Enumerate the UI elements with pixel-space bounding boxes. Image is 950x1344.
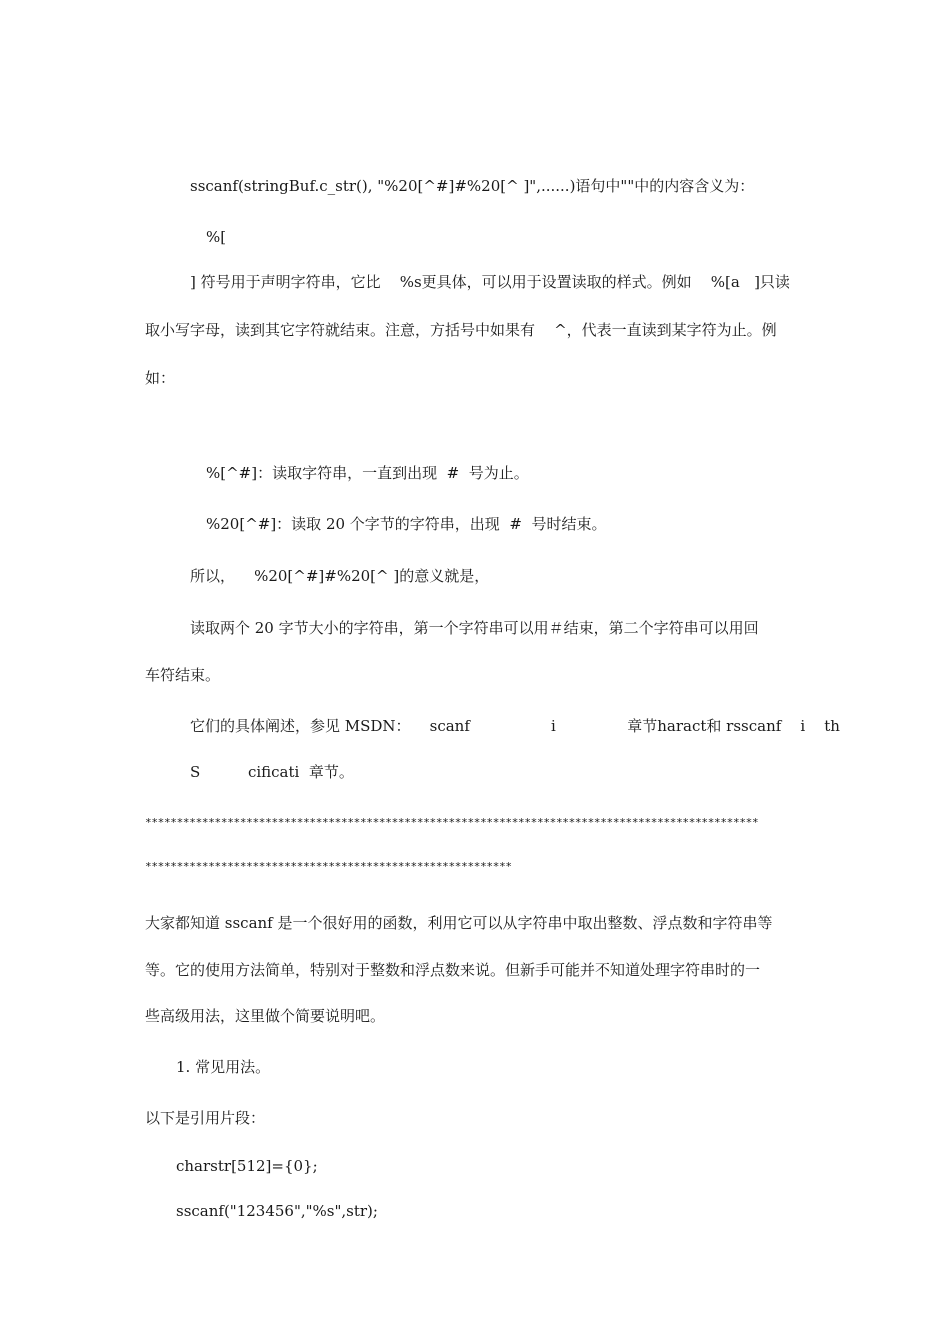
paragraph-line: %20[^#]：读取 20 个字节的字符串，出现 # 号时结束。 — [206, 515, 607, 533]
paragraph-line: 大家都知道 sscanf 是一个很好用的函数，利用它可以从字符串中取出整数、浮点数和字符串等 — [145, 914, 773, 932]
paragraph-line: 以下是引用片段： — [145, 1109, 266, 1127]
asterisk-divider: ********************************************************** — [145, 860, 512, 873]
paragraph-line: sscanf(stringBuf.c_str(), "%20[^#]#%20[^ ]",......)语句中""中的内容含义为： — [190, 177, 755, 195]
code-line: sscanf("123456","%s",str); — [176, 1202, 378, 1220]
paragraph-line: 所以， %20[^#]#%20[^ ]的意义就是， — [190, 567, 490, 585]
section-heading: 1. 常见用法。 — [176, 1058, 271, 1076]
paragraph-line: 它们的具体阐述，参见 MSDN： scanf i 章节haract和 rsscanf i th — [190, 717, 840, 735]
paragraph-line: 车符结束。 — [145, 666, 221, 684]
paragraph-line: 等。它的使用方法简单，特别对于整数和浮点数来说。但新手可能并不知道处理字符串时的一 — [145, 961, 761, 979]
paragraph-line: ] 符号用于声明字符串，它比 %s更具体，可以用于设置读取的样式。例如 %[a ]只读 — [190, 273, 790, 291]
paragraph-line: 读取两个 20 字节大小的字符串，第一个字符串可以用＃结束，第二个字符串可以用回 — [190, 619, 759, 637]
paragraph-line: %[ — [206, 228, 227, 246]
code-line: charstr[512]={0}; — [176, 1157, 318, 1175]
paragraph-line: 些高级用法，这里做个简要说明吧。 — [145, 1007, 386, 1025]
asterisk-divider: ************************************************************************************************* — [145, 816, 759, 829]
paragraph-line: 如： — [145, 369, 176, 387]
paragraph-line: S cificati 章节。 — [190, 763, 354, 781]
paragraph-line: 取小写字母，读到其它字符就结束。注意，方括号中如果有 ^，代表一直读到某字符为止。例 — [145, 321, 777, 339]
paragraph-line: %[^#]：读取字符串，一直到出现 # 号为止。 — [206, 464, 529, 482]
